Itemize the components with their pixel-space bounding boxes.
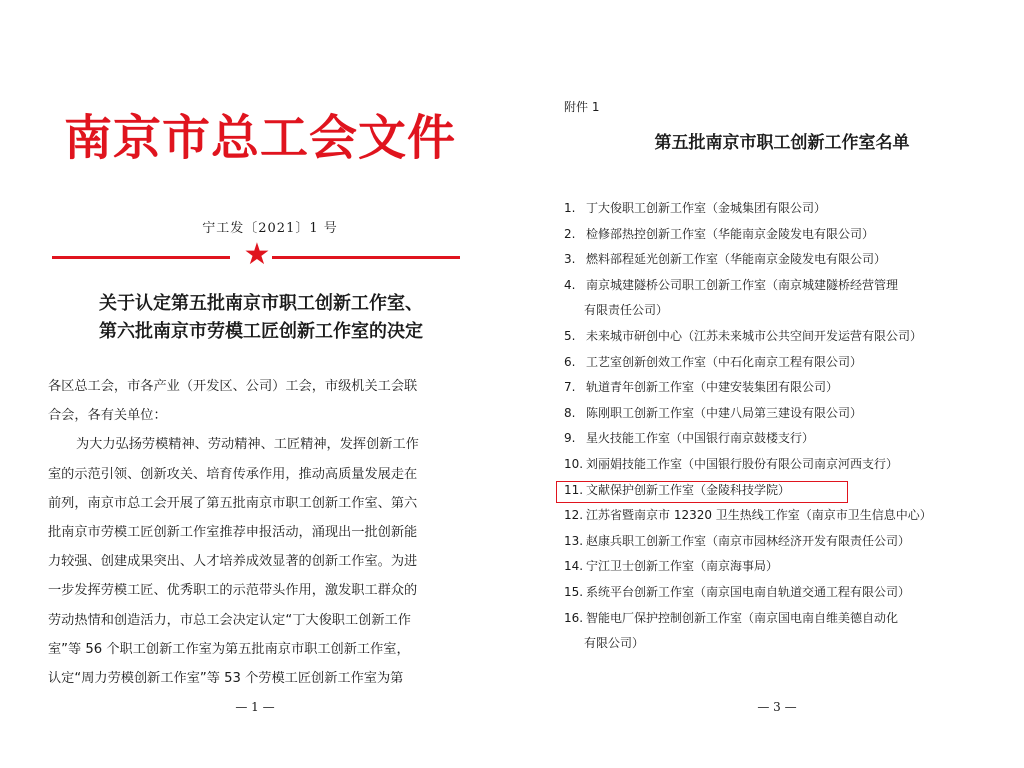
item-number: 2. bbox=[564, 226, 576, 241]
item-number: 4. bbox=[564, 277, 576, 292]
item-number: 1. bbox=[564, 201, 576, 215]
list-item bbox=[564, 452, 1024, 478]
red-divider bbox=[52, 237, 460, 272]
list-item bbox=[564, 273, 1024, 324]
body-text bbox=[48, 372, 468, 693]
item-text-continued: 有限公司） bbox=[584, 636, 645, 651]
page-number: — 3 — bbox=[757, 700, 797, 714]
item-text: 系统平台创新工作室（南京国电南自轨道交通工程有限公司） bbox=[586, 584, 911, 599]
item-number: 11. bbox=[564, 482, 584, 497]
body-line: 合会，各有关单位： bbox=[48, 408, 167, 424]
list-item bbox=[564, 426, 1024, 452]
list-item bbox=[564, 247, 1024, 273]
document-header: 南京市总工会文件 bbox=[63, 110, 456, 166]
decision-title bbox=[66, 290, 456, 346]
item-text: 江苏省暨南京市 12320 卫生热线工作室（南京市卫生信息中心） bbox=[586, 508, 932, 523]
item-number: 9. bbox=[564, 431, 576, 446]
list-item bbox=[564, 478, 1024, 504]
item-text: 陈刚职工创新工作室（中建八局第三建设有限公司） bbox=[586, 405, 863, 420]
item-number: 12. bbox=[564, 508, 584, 523]
item-number: 14. bbox=[564, 559, 584, 574]
body-line: 前列，南京市总工会开展了第五批南京市职工创新工作室、第六 bbox=[48, 495, 418, 511]
item-number: 13. bbox=[564, 533, 584, 548]
list-item bbox=[564, 375, 1024, 401]
list-title: 第五批南京市职工创新工作室名单 bbox=[654, 133, 910, 153]
attachment-label: 附件 1 bbox=[564, 100, 600, 114]
item-number: 6. bbox=[564, 354, 576, 369]
item-text: 赵康兵职工创新工作室（南京市园林经济开发有限责任公司） bbox=[586, 533, 911, 548]
item-text: 检修部热控创新工作室（华能南京金陵发电有限公司） bbox=[586, 226, 875, 241]
item-text: 轨道青年创新工作室（中建安装集团有限公司） bbox=[586, 380, 839, 395]
body-line: 劳动热情和创造活力，市总工会决定认定“丁大俊职工创新工作 bbox=[48, 612, 411, 628]
item-number: 16. bbox=[564, 610, 584, 625]
list-item bbox=[564, 503, 1024, 529]
list-item bbox=[564, 554, 1024, 580]
item-number: 5. bbox=[564, 328, 576, 343]
title-line-1: 关于认定第五批南京市职工创新工作室、 bbox=[99, 293, 423, 314]
studio-list bbox=[564, 196, 1024, 657]
list-item bbox=[564, 350, 1024, 376]
list-item bbox=[564, 606, 1024, 657]
body-line: 认定“周力劳模创新工作室”等 53 个劳模工匠创新工作室为第 bbox=[48, 671, 404, 687]
body-line: 为大力弘扬劳模精神、劳动精神、工匠精神，发挥创新工作 bbox=[76, 437, 419, 453]
list-item bbox=[564, 529, 1024, 555]
item-number: 15. bbox=[564, 584, 584, 599]
item-text: 宁江卫士创新工作室（南京海事局） bbox=[586, 559, 779, 574]
body-line: 一步发挥劳模工匠、优秀职工的示范带头作用，激发职工群众的 bbox=[48, 583, 418, 599]
body-line: 室的示范引领、创新攻关、培育传承作用，推动高质量发展走在 bbox=[48, 466, 418, 482]
list-item bbox=[564, 401, 1024, 427]
item-number: 3. bbox=[564, 252, 576, 267]
item-text: 智能电厂保护控制创新工作室（南京国电南自维美德自动化 bbox=[586, 610, 899, 625]
right-page bbox=[512, 0, 1024, 768]
red-line-right bbox=[272, 256, 460, 259]
star-icon: ★ bbox=[243, 237, 271, 272]
item-number: 10. bbox=[564, 456, 584, 471]
item-number: 7. bbox=[564, 380, 576, 395]
document-number: 宁工发〔2021〕1 号 bbox=[202, 221, 338, 236]
item-text: 工艺室创新创效工作室（中石化南京工程有限公司） bbox=[586, 354, 863, 369]
item-text: 文献保护创新工作室（金陵科技学院） bbox=[586, 482, 791, 497]
body-line: 力较强、创建成果突出、人才培养成效显著的创新工作室。为进 bbox=[48, 554, 418, 570]
list-item bbox=[564, 580, 1024, 606]
item-text: 刘丽娟技能工作室（中国银行股份有限公司南京河西支行） bbox=[586, 456, 899, 471]
title-line-2: 第六批南京市劳模工匠创新工作室的决定 bbox=[99, 321, 423, 342]
body-line: 室”等 56 个职工创新工作室为第五批南京市职工创新工作室， bbox=[48, 641, 410, 657]
item-text: 燃料部程延光创新工作室（华能南京金陵发电有限公司） bbox=[586, 252, 887, 267]
list-item bbox=[564, 324, 1024, 350]
highlight-box bbox=[556, 481, 848, 503]
item-text: 未来城市研创中心（江苏未来城市公共空间开发运营有限公司） bbox=[586, 328, 923, 343]
red-line-left bbox=[52, 256, 230, 259]
item-text: 南京城建隧桥公司职工创新工作室（南京城建隧桥经营管理 bbox=[586, 277, 899, 292]
list-item bbox=[564, 196, 1024, 222]
body-line: 各区总工会，市各产业（开发区、公司）工会，市级机关工会联 bbox=[48, 379, 418, 394]
item-number: 8. bbox=[564, 405, 576, 420]
list-item bbox=[564, 222, 1024, 248]
body-line: 批南京市劳模工匠创新工作室推荐申报活动，涌现出一批创新能 bbox=[48, 525, 418, 541]
item-text-continued: 有限责任公司） bbox=[584, 303, 669, 318]
page-number: — 1 — bbox=[235, 700, 275, 714]
item-text: 丁大俊职工创新工作室（金城集团有限公司） bbox=[586, 201, 827, 215]
item-text: 星火技能工作室（中国银行南京鼓楼支行） bbox=[586, 431, 815, 446]
